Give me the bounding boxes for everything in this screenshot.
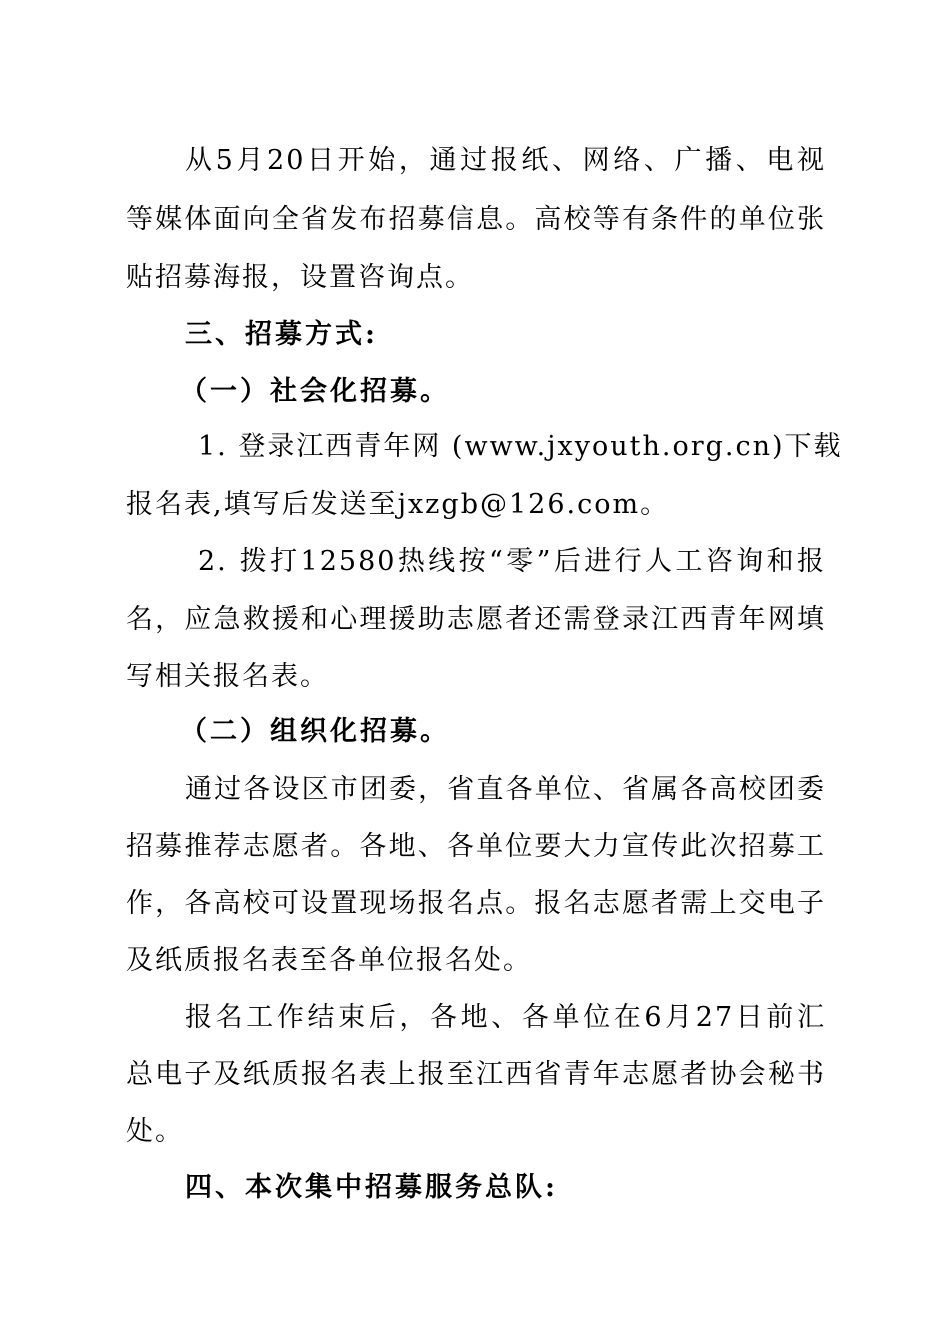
subsection-heading: （二）组织化招募。	[180, 716, 450, 747]
paragraph-line: 处。	[126, 1116, 184, 1147]
list-item: 2. 拨打12580热线按“零”后进行人工咨询和报	[198, 546, 826, 577]
paragraph-line: 贴招募海报，设置咨询点。	[126, 262, 474, 293]
section-heading: 三、招募方式:	[185, 319, 378, 350]
paragraph-line: 写相关报名表。	[126, 661, 329, 692]
paragraph-line: 及纸质报名表至各单位报名处。	[126, 945, 532, 976]
paragraph-line: 名，应急救援和心理援助志愿者还需登录江西青年网填	[126, 604, 826, 635]
subsection-heading: （一）社会化招募。	[180, 376, 450, 407]
paragraph-line: 招募推荐志愿者。各地、各单位要大力宣传此次招募工	[126, 831, 826, 862]
paragraph-line: 等媒体面向全省发布招募信息。高校等有条件的单位张	[126, 204, 826, 235]
paragraph-line: 总电子及纸质报名表上报至江西省青年志愿者协会秘书	[126, 1059, 826, 1090]
paragraph-line: 作，各高校可设置现场报名点。报名志愿者需上交电子	[126, 888, 826, 919]
paragraph-line: 从5月20日开始，通过报纸、网络、广播、电视	[185, 145, 826, 176]
paragraph-line: 报名工作结束后，各地、各单位在6月27日前汇	[185, 1002, 826, 1033]
paragraph-line: 通过各设区市团委，省直各单位、省属各高校团委	[185, 774, 826, 805]
paragraph-line: 报名表,填写后发送至jxzgb@126.com。	[126, 489, 670, 520]
section-heading: 四、本次集中招募服务总队:	[185, 1172, 558, 1203]
list-item: 1. 登录江西青年网 (www.jxyouth.org.cn)下载	[198, 431, 843, 462]
